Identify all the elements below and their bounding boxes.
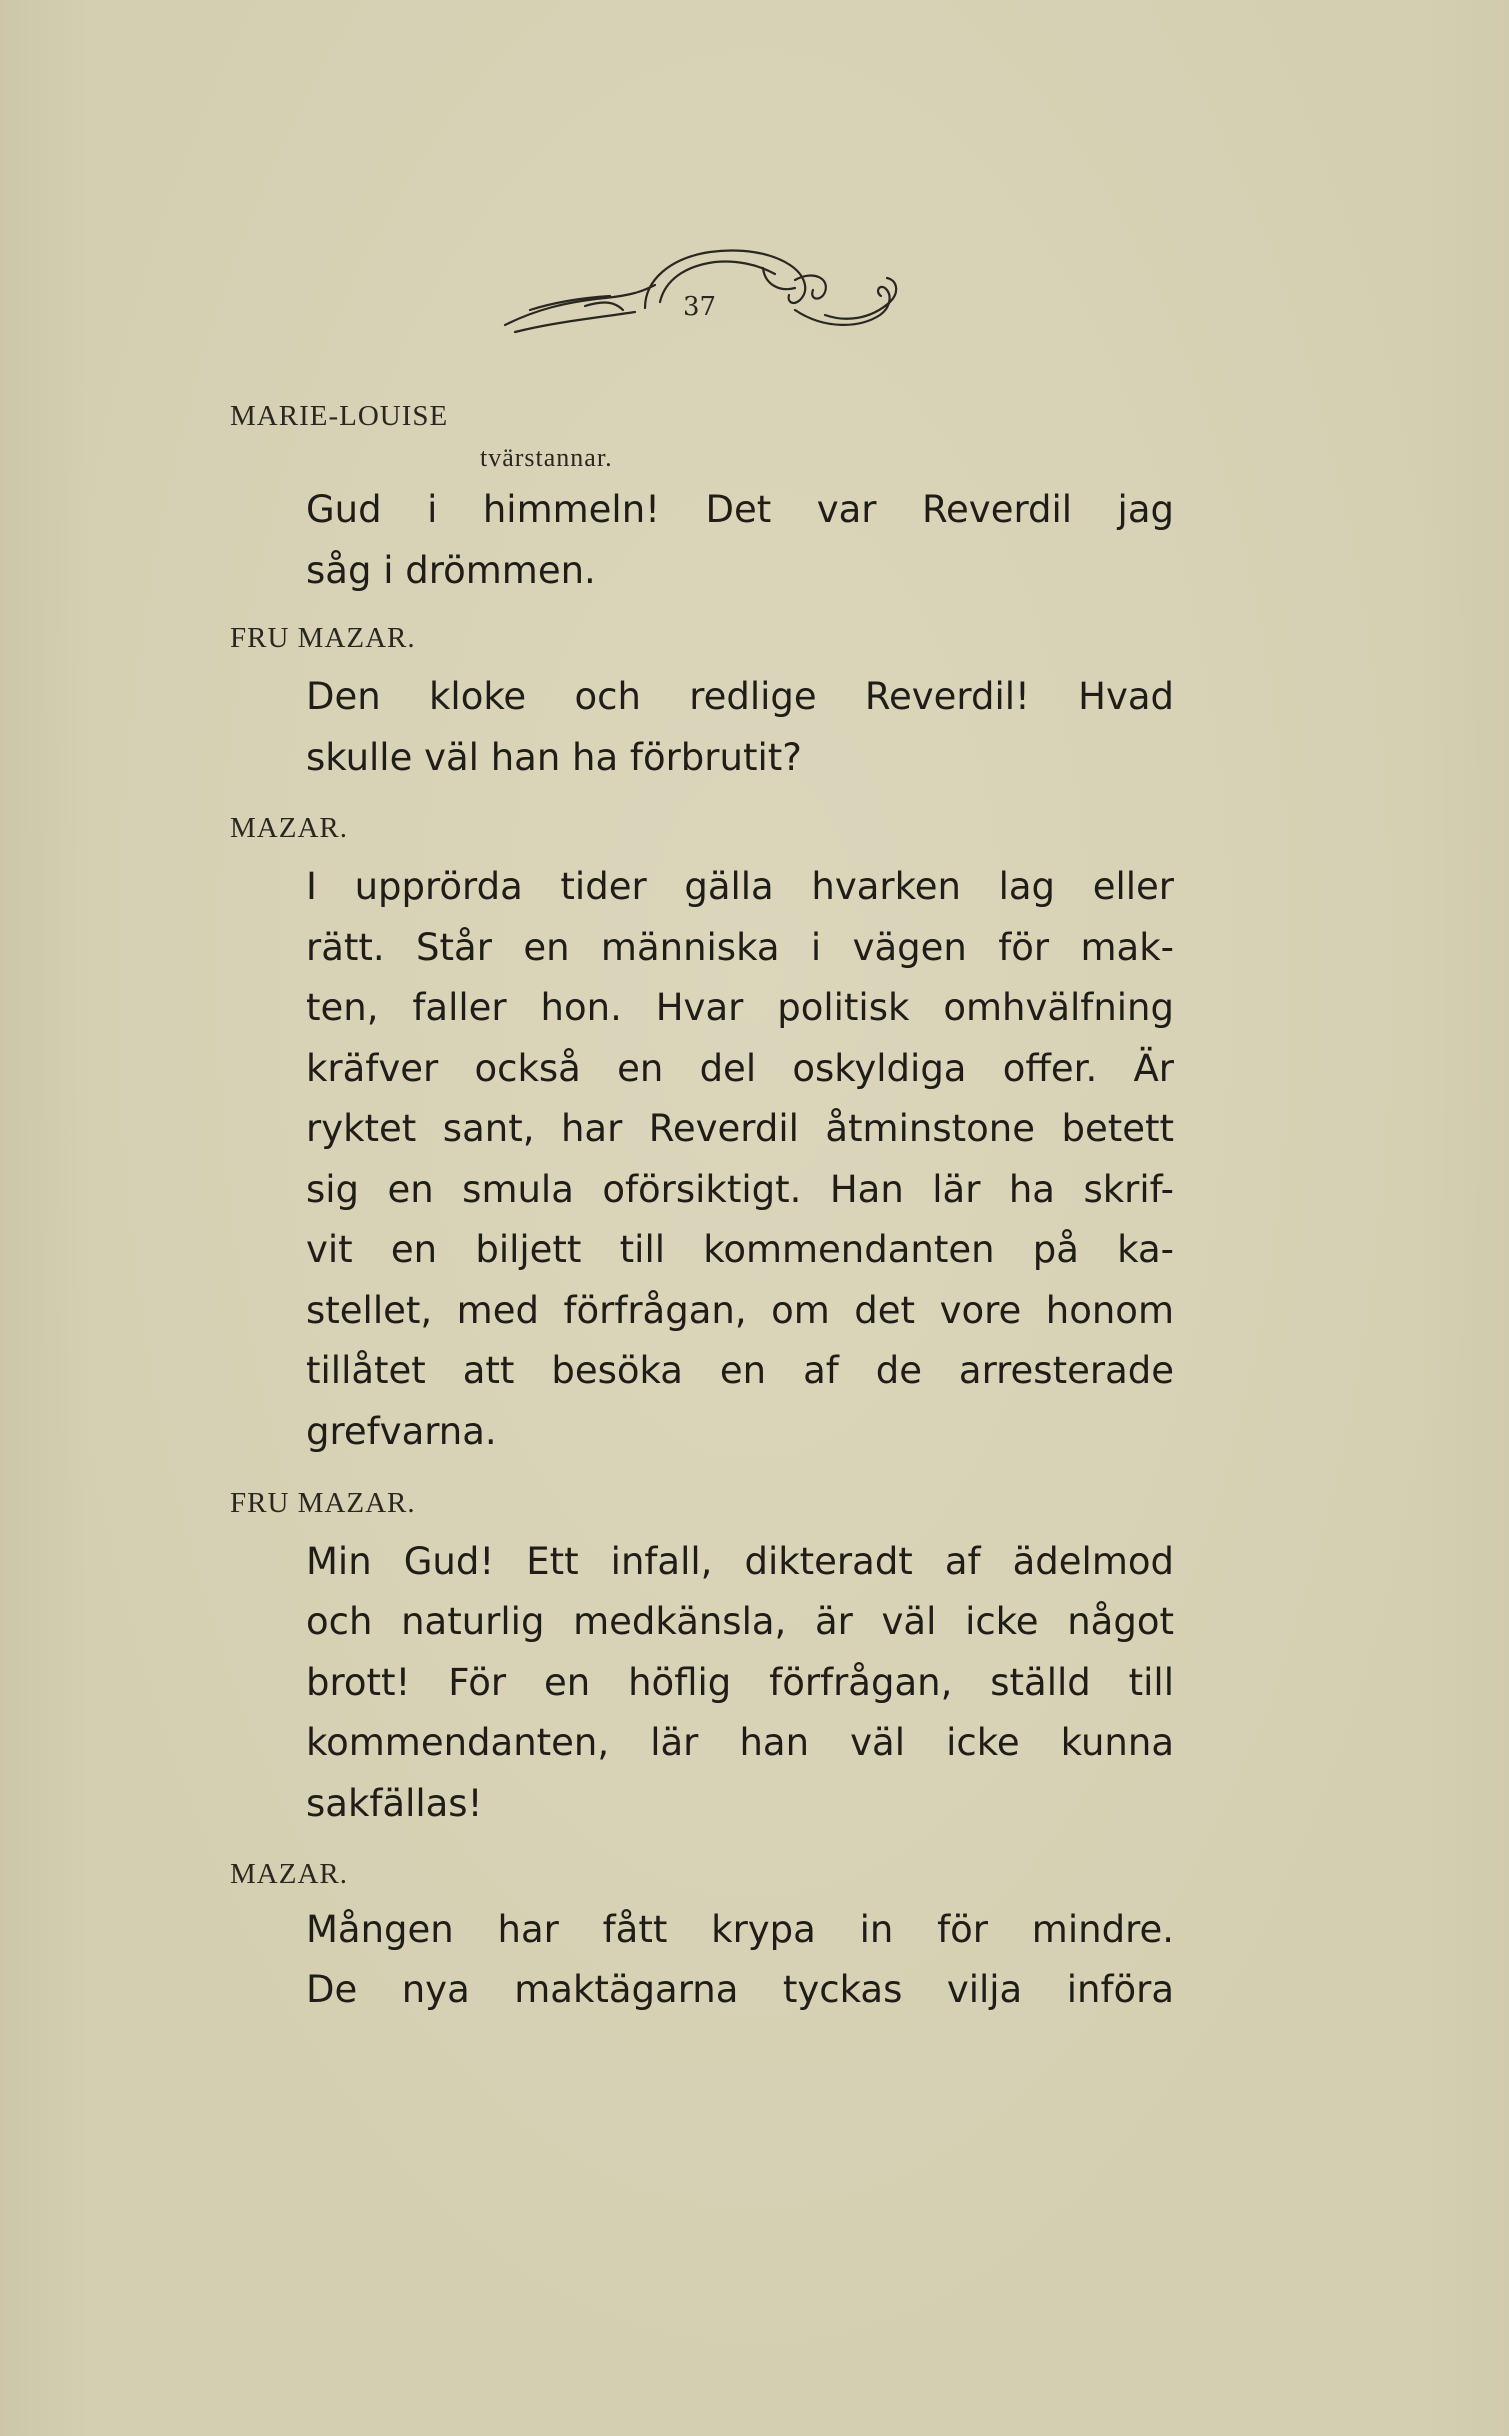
text-line: I upprörda tider gälla hvarken lag eller: [306, 865, 1174, 908]
text-line: kräfver också en del oskyldiga offer. Är: [306, 1047, 1174, 1090]
text-line: stellet, med förfrågan, om det vore honom: [306, 1289, 1174, 1332]
speaker-mazar: MAZAR.: [230, 1858, 348, 1890]
text-line: Min Gud! Ett infall, dikteradt af ädelmod: [306, 1540, 1174, 1583]
speaker-fru-mazar: FRU MAZAR.: [230, 622, 416, 654]
speaker-fru-mazar: FRU MAZAR.: [230, 1487, 416, 1519]
stage-direction: tvärstannar.: [480, 443, 613, 472]
text-line: De nya maktägarna tyckas vilja införa: [306, 1968, 1174, 2011]
page-number: 37: [683, 292, 717, 322]
text-line: kommendanten, lär han väl icke kunna: [306, 1721, 1174, 1764]
speaker-mazar: MAZAR.: [230, 812, 348, 844]
speaker-marie-louise: MARIE-LOUISE: [230, 400, 449, 432]
text-line: och naturlig medkänsla, är väl icke något: [306, 1600, 1174, 1643]
text-line: sig en smula oförsiktigt. Han lär ha skrif-: [306, 1168, 1174, 1211]
text-line: Gud i himmeln! Det var Reverdil jag: [306, 488, 1174, 531]
text-line: såg i drömmen.: [306, 549, 596, 592]
text-line: ten, faller hon. Hvar politisk omhvälfning: [306, 986, 1174, 1029]
text-line: skulle väl han ha förbrutit?: [306, 736, 802, 779]
text-line: vit en biljett till kommendanten på ka-: [306, 1228, 1174, 1271]
text-line: Den kloke och redlige Reverdil! Hvad: [306, 675, 1174, 718]
text-line: ryktet sant, har Reverdil åtminstone betett: [306, 1107, 1174, 1150]
text-line: rätt. Står en människa i vägen för mak-: [306, 926, 1174, 969]
text-line: brott! För en höflig förfrågan, ställd till: [306, 1661, 1174, 1704]
text-line: Mången har fått krypa in för mindre.: [306, 1908, 1174, 1951]
text-line: sakfällas!: [306, 1782, 483, 1825]
text-line: tillåtet att besöka en af de arresterade: [306, 1349, 1174, 1392]
text-line: grefvarna.: [306, 1410, 497, 1453]
